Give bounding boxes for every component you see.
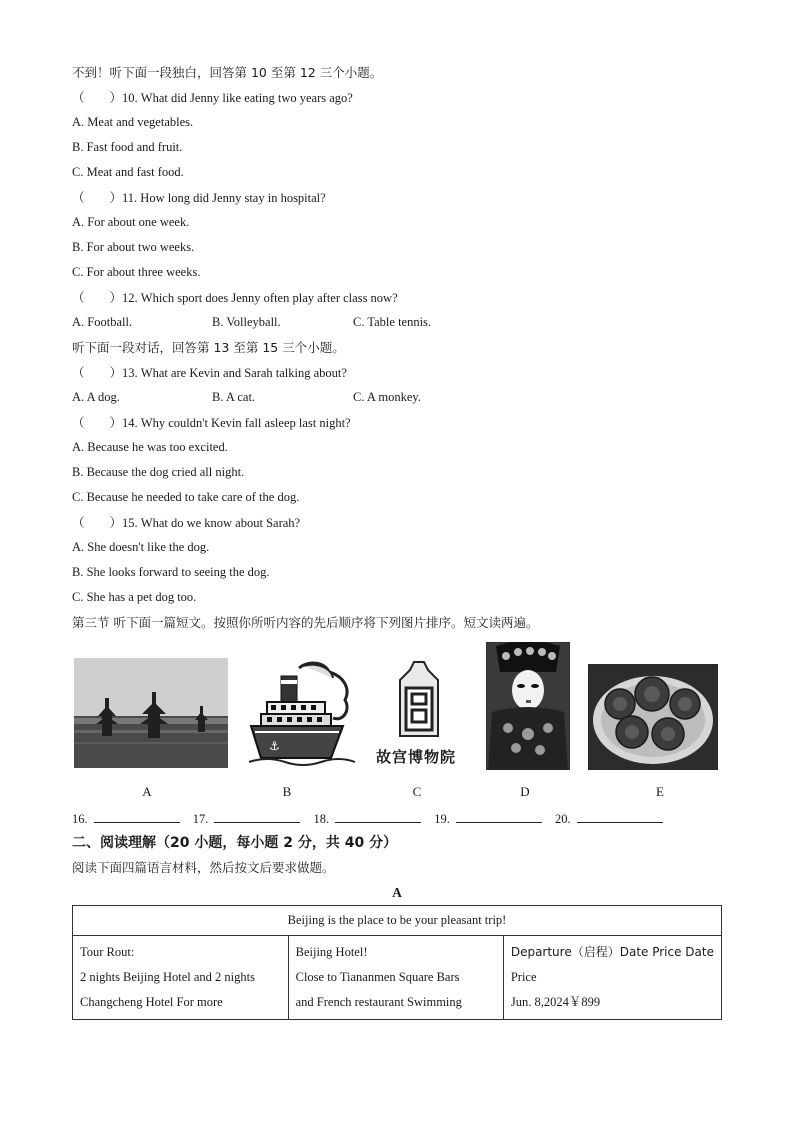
option: B. Volleyball.: [212, 315, 281, 329]
option: C. She has a pet dog too.: [72, 590, 197, 604]
answer-blank[interactable]: [214, 808, 300, 823]
tour-route-cell: [73, 936, 289, 1020]
answer-bracket[interactable]: （ ）: [72, 365, 123, 380]
option: B. Fast food and fruit.: [72, 140, 183, 154]
option: A. Because he was too excited.: [72, 440, 228, 454]
blank-number: 16.: [72, 812, 88, 826]
option: C. Table tennis.: [353, 315, 432, 329]
question-12: [72, 285, 722, 310]
option: A. Meat and vegetables.: [72, 115, 194, 129]
departure-price-cell: [503, 936, 721, 1020]
ordering-blanks: [72, 808, 673, 830]
svg-text:⚓: ⚓: [269, 739, 280, 753]
option: B. Because the dog cried all night.: [72, 465, 245, 479]
west-lake-pagodas-photo: [74, 658, 228, 768]
mooncakes-plate: [588, 664, 718, 770]
answer-bracket[interactable]: （ ）: [72, 290, 123, 305]
answer-blank[interactable]: [335, 808, 421, 823]
cell-line: Changcheng Hotel For more: [80, 995, 223, 1009]
answer-bracket[interactable]: （ ）: [72, 190, 123, 205]
option: A. She doesn't like the dog.: [72, 540, 210, 554]
cell-line: Tour Rout:: [80, 945, 135, 959]
passage-label: A: [392, 885, 402, 900]
question-stem: 13. What are Kevin and Sarah talking about?: [122, 366, 347, 380]
tour-table: [72, 905, 722, 1020]
option: A. For about one week.: [72, 215, 190, 229]
question-14: [72, 410, 722, 435]
question-stem: 10. What did Jenny like eating two years ago?: [122, 91, 353, 105]
question-stem: 12. Which sport does Jenny often play after class now?: [122, 291, 398, 305]
option: C. A monkey.: [353, 390, 421, 404]
question-stem: 11. How long did Jenny stay in hospital?: [122, 191, 326, 205]
option: A. Football.: [72, 315, 133, 329]
answer-bracket[interactable]: （ ）: [72, 515, 123, 530]
options-row: [72, 310, 722, 335]
palace-museum-caption: 故宫博物院: [376, 748, 457, 766]
cell-line: Close to Tiananmen Square Bars: [295, 970, 460, 984]
answer-blank[interactable]: [94, 808, 180, 823]
option: C. Because he needed to take care of the dog.: [72, 490, 300, 504]
cell-line: Beijing Hotel!: [295, 945, 368, 959]
picture-label: C: [412, 784, 422, 799]
section3-instruction: 第三节 听下面一篇短文。按照你所听内容的先后顺序将下列图片排序。短文读两遍。: [72, 615, 539, 630]
cell-line: and French restaurant Swimming: [295, 995, 462, 1009]
option: B. A cat.: [212, 390, 256, 404]
question-15: [72, 510, 722, 535]
picture-label: D: [520, 784, 530, 799]
cell-line: Price: [510, 970, 537, 984]
blank-number: 18.: [313, 812, 330, 826]
option: B. For about two weeks.: [72, 240, 195, 254]
answer-blank[interactable]: [577, 808, 663, 823]
question-block: [72, 60, 722, 635]
question-stem: 14. Why couldn't Kevin fall asleep last night?: [122, 416, 351, 430]
picture-label: A: [142, 784, 152, 799]
option: A. A dog.: [72, 390, 120, 404]
section2-instruction: 阅读下面四篇语言材料，然后按文后要求做题。: [72, 860, 335, 875]
option: C. Meat and fast food.: [72, 165, 184, 179]
answer-bracket[interactable]: （ ）: [72, 90, 123, 105]
picture-label: B: [282, 784, 292, 799]
palace-museum-logo: [390, 658, 448, 738]
question-13: [72, 360, 722, 385]
options-row: [72, 385, 722, 410]
hotel-cell: [288, 936, 503, 1020]
option: B. She looks forward to seeing the dog.: [72, 565, 270, 579]
picture-row: [72, 640, 722, 815]
blank-number: 20.: [555, 812, 571, 826]
answer-blank[interactable]: [456, 808, 542, 823]
option: C. For about three weeks.: [72, 265, 201, 279]
cell-line: Jun. 8,2024￥899: [510, 995, 601, 1009]
blank-number: 17.: [192, 812, 209, 826]
cell-line: 2 nights Beijing Hotel and 2 nights: [80, 970, 255, 984]
tour-table-header: Beijing is the place to be your pleasant trip!: [73, 906, 722, 936]
monologue-instruction: 不到！听下面一段独白，回答第 10 至第 12 三个小题。: [72, 65, 383, 80]
cell-line: Departure（启程）Date Price Date: [510, 945, 714, 959]
blank-number: 19.: [434, 812, 450, 826]
question-stem: 15. What do we know about Sarah?: [122, 516, 301, 530]
answer-bracket[interactable]: （ ）: [72, 415, 123, 430]
picture-label: E: [656, 784, 664, 799]
question-11: [72, 185, 722, 210]
question-10: [72, 85, 722, 110]
steamship-drawing: [247, 658, 357, 770]
section2-title: 二、阅读理解（20 小题，每小题 2 分，共 40 分）: [72, 835, 398, 851]
peking-opera-mask: [486, 642, 570, 770]
dialogue-instruction: 听下面一段对话，回答第 13 至第 15 三个小题。: [72, 340, 345, 355]
